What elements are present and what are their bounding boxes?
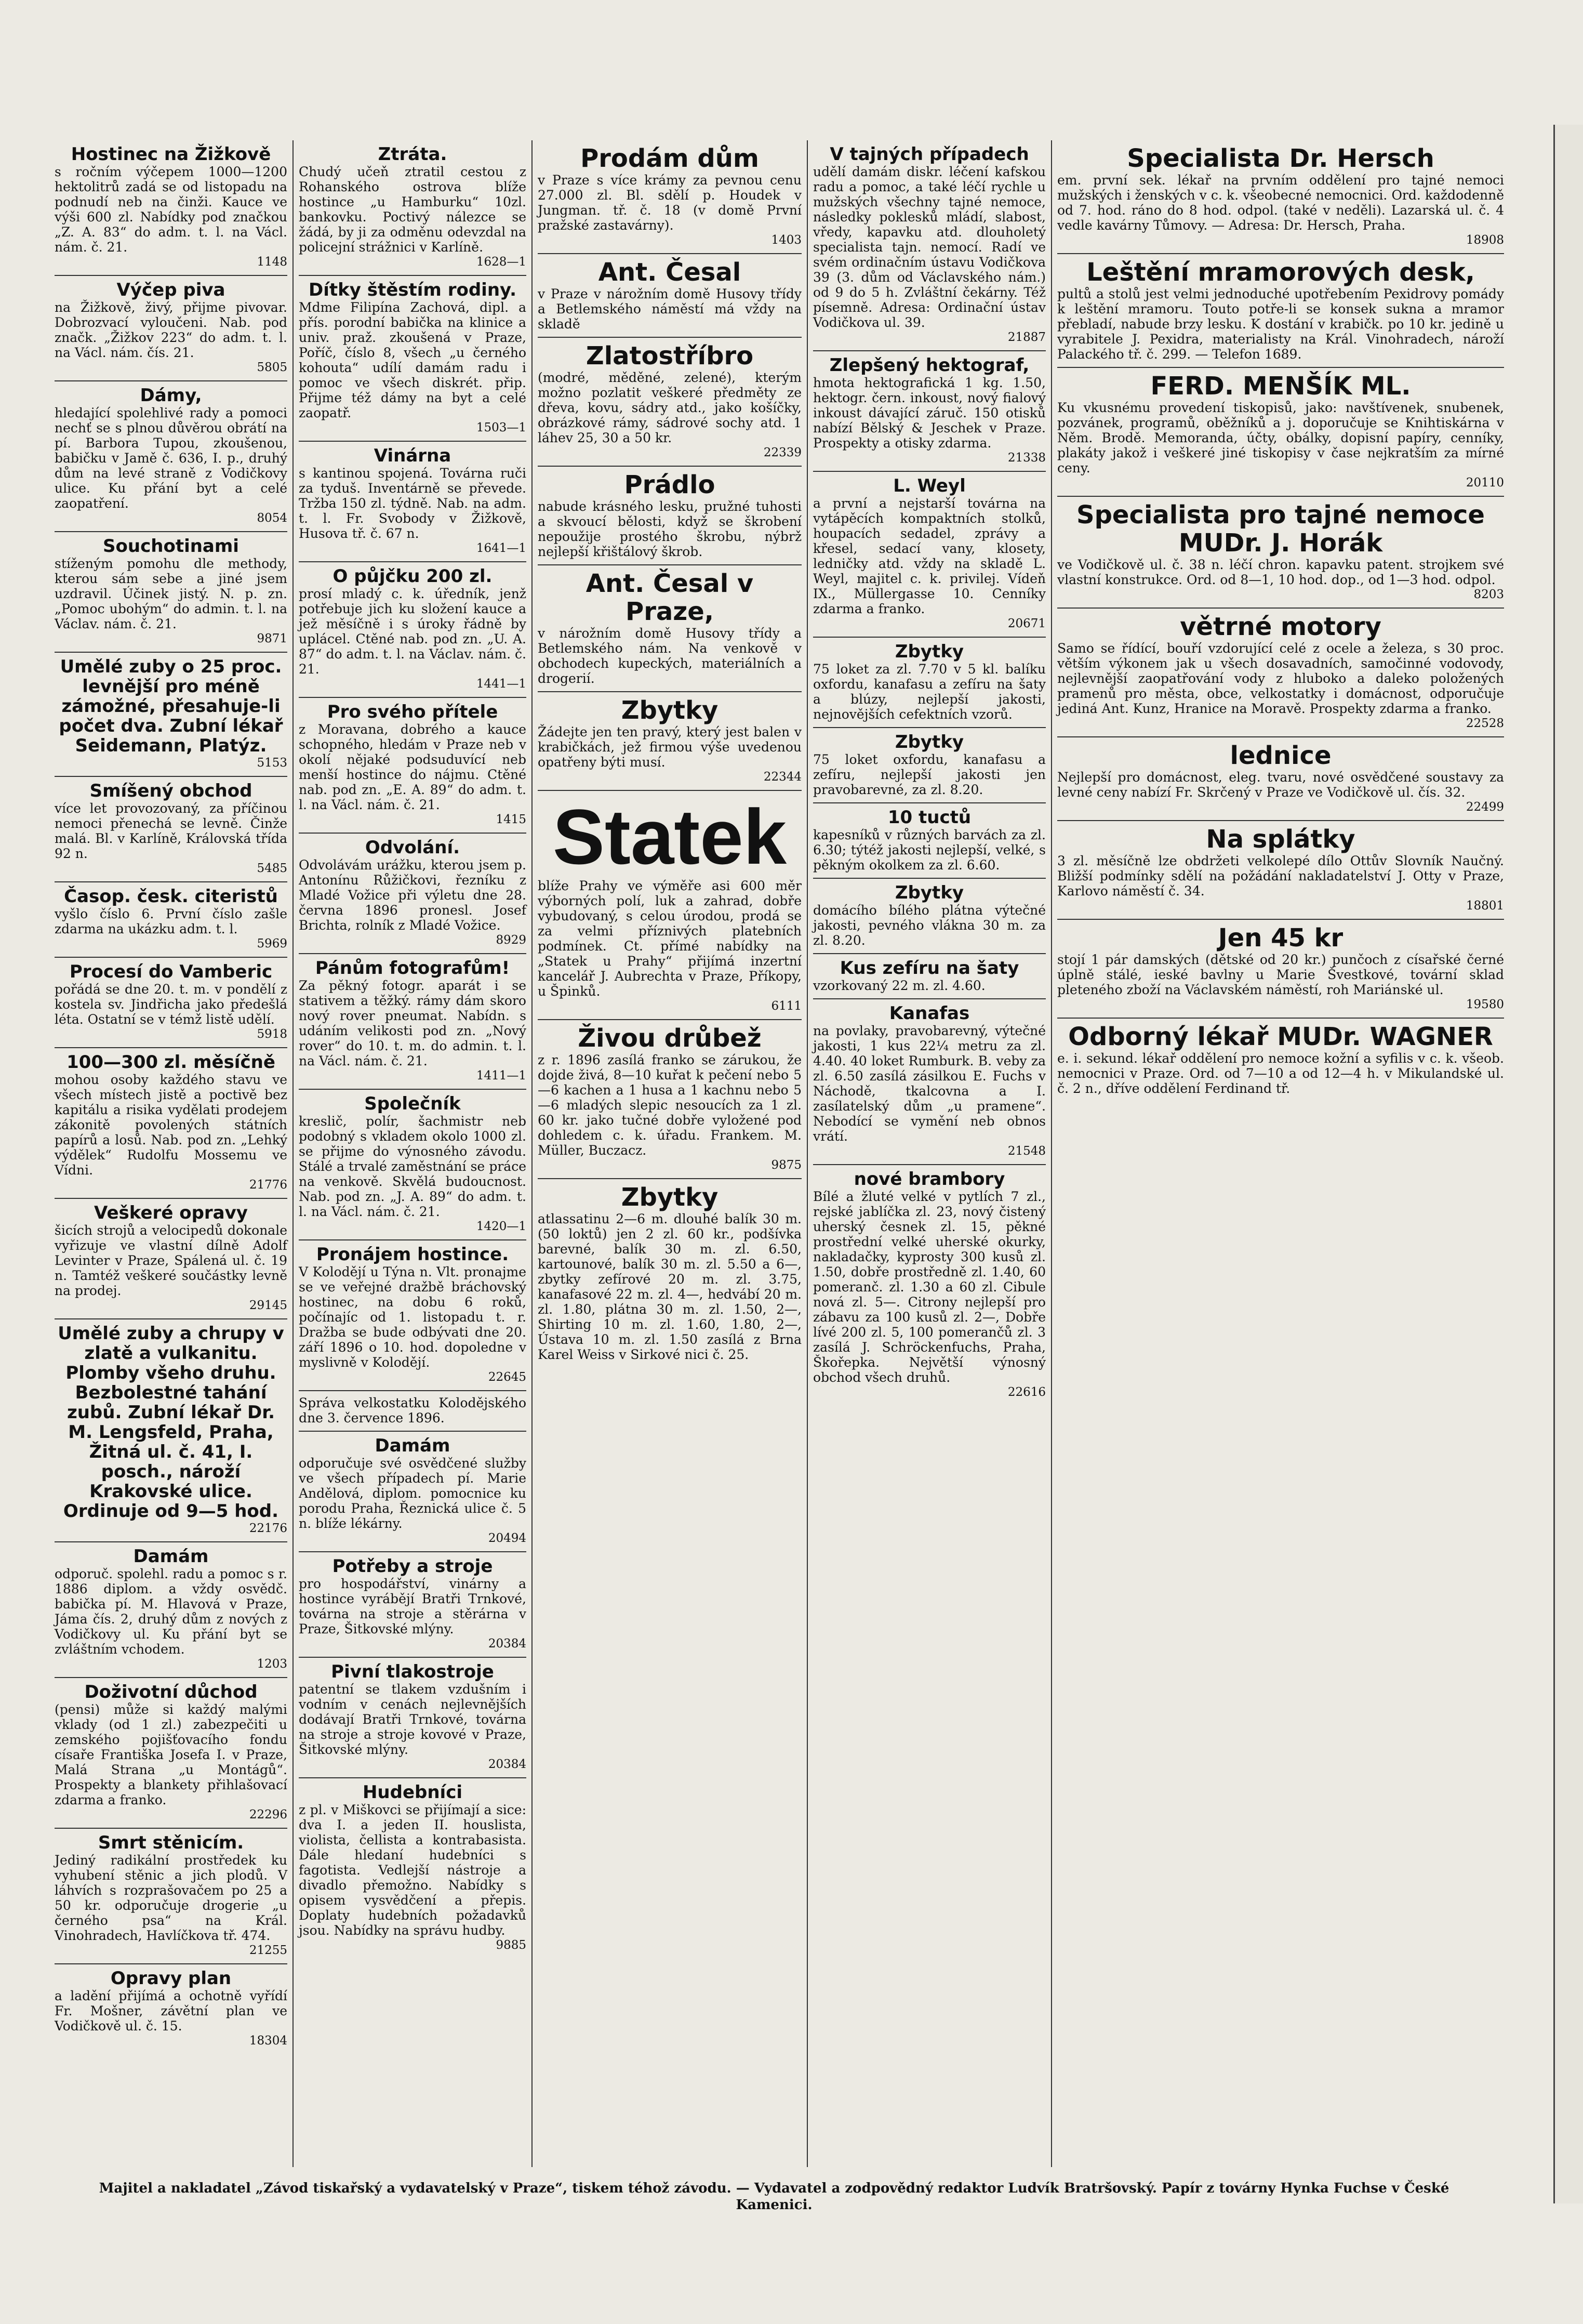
ad-heading: Potřeby a stroje: [332, 1556, 493, 1577]
ad-heading: Leštění mramorových desk,: [1086, 258, 1475, 287]
ad-heading: Zlatostříbro: [586, 341, 754, 371]
advertisement: [299, 276, 526, 442]
advertisement: [538, 1020, 802, 1179]
advertisement: [538, 565, 802, 692]
ad-number: 5153: [257, 756, 287, 770]
ad-heading: O půjčku 200 zl.: [332, 566, 493, 587]
ad-number: 19580: [1466, 998, 1504, 1011]
ad-number: 1503—1: [476, 421, 526, 434]
ad-number: 8203: [1473, 588, 1504, 601]
ad-body: domácího bílého plátna výtečné jakosti, pevného vlákna 30 m. za zl. 8.20.: [813, 903, 1046, 948]
ad-body: odporučuje své osvědčené služby ve všech případech pí. Marie Andělová, diplom. pomocnice ku porodu Praha, Řeznická ulice č. 5 n. blíže lékárny.: [299, 1456, 526, 1531]
advertisement: [299, 698, 526, 834]
ad-body: s ročním výčepem 1000—1200 hektolitrů zadá se od listopadu na podnudí neb na činži. Kauce ve výši 600 zl. Nabídky pod značkou „Z. A. 83“ do adm. t. l. na Václ. nám. č. 21.: [55, 164, 287, 255]
ad-number: 1203: [257, 1657, 287, 1671]
ad-heading: Pánům fotografům!: [315, 958, 510, 979]
advertisement: [55, 1964, 287, 2054]
next-page-edge: [1553, 125, 1583, 2203]
ad-heading: Zbytky: [895, 732, 964, 752]
advertisement: [1057, 609, 1504, 737]
ad-body: a první a nejstarší továrna na vytápěcích kompaktních stolků, houpacích sedadel, zprávy a křesel, sedací vany, klosety, ledničky atd. vždy na skladě L. Weyl, majitel c. k. privilej. Vídeň IX., Müllergasse 10. Cenníky zdarma a franko.: [813, 496, 1046, 616]
ad-number: 9875: [771, 1158, 802, 1172]
advertisement: [299, 954, 526, 1090]
ad-heading: Dámy,: [140, 385, 202, 406]
advertisement: [1057, 920, 1504, 1019]
ad-body: (pensi) může si každý malými vklady (od 1 zl.) zabezpečiti u zemského pojišťovacího fondu císaře Františka Josefa I. v Praze, Malá Strana „u Montágů“. Prospekty a blankety přihlašovací zdarma a franko.: [55, 1702, 287, 1807]
ad-number: 1641—1: [476, 542, 526, 555]
ad-heading: Hudebníci: [362, 1782, 463, 1803]
advertisement: [55, 777, 287, 882]
ad-body: Ku vkusnému provedení tiskopisů, jako: navštívenek, snubenek, pozvánek, programů, oběžníků a j. doporučuje se Knihtiskárna v Něm. Brodě. Memoranda, účty, obálky, dopisní papíry, cenníky, plakáty jakož i veškeré jiné tiskopisy v čase nejkratším za mírné ceny.: [1057, 400, 1504, 476]
advertisement: [55, 653, 287, 777]
ad-body: 3 zl. měsíčně lze obdržeti velkolepé dílo Ottův Slovník Naučný. Bližší podmínky sdělí na požádání nakladatelství J. Otty v Praze, Karlovo náměstí č. 34.: [1057, 853, 1504, 899]
ad-number: 18304: [249, 2034, 287, 2048]
ad-number: 18908: [1466, 233, 1504, 247]
ad-number: 22339: [763, 446, 802, 459]
advertisement: [299, 442, 526, 562]
ad-body: více let provozovaný, za příčinou nemoci přenechá se levně. Činže malá. Bl. v Karlíně, Královská třída 92 n.: [55, 801, 287, 861]
ad-heading: Prodám dům: [580, 144, 759, 173]
ad-number: 1403: [771, 233, 802, 247]
ad-heading: Umělé zuby a chrupy v zlatě a vulkanitu. Plomby všeho druhu. Bezbolestné tahání zubů. Zubní lékař Dr. M. Lengsfeld, Praha, Žitná ul. č. 41, I. posch., nároží Krakovské ulice. Ordinuje od 9—5 hod.: [58, 1323, 284, 1522]
ad-body: na Žižkově, živý, přijme pivovar. Dobrozvací vyloučeni. Nab. pod značk. „Žižkov 223“ do adm. t. l. na Václ. nám. čís. 21.: [55, 300, 287, 360]
ad-number: 9871: [257, 632, 287, 645]
ad-body: atlassatinu 2—6 m. dlouhé balík 30 m. (50 loktů) jen 2 zl. 60 kr., podšívka barevné, balík 30 m. zl. 6.50, kartounové, balík 30 m. zl. 5.50 a 6—, zbytky zefírové 20 m. zl. 3.75, kanafasové 22 m. zl. 4—, hedvábí 20 m. zl. 1.80, plátna 30 m. zl. 1.50, 2—, Shirting 10 m. zl. 1.60, 1.80, 2—, Ústava 10 m. zl. 1.50 zasílá z Brna Karel Weiss v Sirkové nici č. 25.: [538, 1211, 802, 1362]
ad-heading: Výčep piva: [116, 280, 225, 300]
advertisement: [813, 140, 1046, 351]
advertisement: [1057, 1019, 1504, 1101]
ad-number: 5918: [257, 1027, 287, 1041]
column-2: [294, 140, 533, 2167]
ad-body: stíženým pomohu dle methody, kterou sám sebe a jiné jsem uzdravil. Účinek jistý. N. p. zn. „Pomoc ubohým“ do admin. t. l. na Václav. nám. č. 21.: [55, 556, 287, 631]
advertisement: [299, 1432, 526, 1552]
ad-body: na povlaky, pravobarevný, výtečné jakosti, 1 kus 22¼ metru za zl. 4.40. 40 loket Rumburk. B. veby za zl. 6.50 zasílá zásilkou E. Fuchs v Náchodě, tkalcovna a I. zasílatelský dům „u pramene“. Nebodící se vymění neb obnos vrátí.: [813, 1023, 1046, 1144]
advertisement: [1057, 140, 1504, 254]
ad-number: 5969: [257, 937, 287, 950]
advertisement: [813, 351, 1046, 472]
ad-heading: Zbytky: [621, 696, 719, 725]
ad-heading: Specialista Dr. Hersch: [1127, 144, 1434, 173]
ad-heading: Odborný lékař MUDr. WAGNER: [1068, 1022, 1493, 1051]
ad-number: 1411—1: [476, 1069, 526, 1082]
ad-body: Chudý učeň ztratil cestou z Rohanského ostrova blíže hostince „u Hamburku“ 10zl. bankovku. Poctivý nálezce se žádá, by ji za odměnu odevzdal na policejní strážnici v Karlíně.: [299, 164, 526, 255]
ad-heading: Zbytky: [895, 641, 964, 662]
ad-body: e. i. sekund. lékař oddělení pro nemoce kožní a syfilis v c. k. všeob. nemocnici v Praze. Ord. od 7—10 a od 12—4 h. v Mikulandské ul. č. 2 n., dříve oddělení Ferdinand tř.: [1057, 1051, 1504, 1096]
ad-body: Mdme Filipína Zachová, dipl. a přís. porodní babička na klinice a univ. praž. zkoušená v Praze, Poříč, číslo 8, všech „u černého kohouta“ udílí damám radu i pomoc ve všech diskrét. přip. Přijme též dámy na byt a celé zaopatř.: [299, 300, 526, 420]
ad-heading: Zbytky: [895, 882, 964, 903]
advertisement: [538, 1179, 802, 1367]
ad-number: 22616: [1007, 1385, 1046, 1399]
ad-body: vzorkovaný 22 m. zl. 4.60.: [813, 978, 986, 993]
ad-heading: Společník: [364, 1093, 461, 1114]
ad-number: 6111: [771, 999, 802, 1013]
advertisement: [813, 638, 1046, 728]
ad-heading: Hostinec na Žižkově: [71, 144, 271, 165]
ad-heading: Prádlo: [624, 470, 715, 499]
ad-body: v Praze s více krámy za pevnou cenu 27.000 zl. Bl. sdělí p. Houdek v Jungman. tř. č. 18 (v domě První pražské zastavárny).: [538, 173, 802, 233]
ad-body: v nárožním domě Husovy třídy a Betlemského nám. Na venkově v obchodech kupeckých, materiálních a drogerií.: [538, 626, 802, 686]
ad-body: 75 loket za zl. 7.70 v 5 kl. balíku oxfordu, kanafasu a zefíru na šaty a blúzy, nejlepší jakosti, nejnovějších cefektních vzorů.: [813, 662, 1046, 722]
advertisement: [813, 728, 1046, 803]
advertisement: [813, 472, 1046, 638]
ad-heading: Kanafas: [889, 1003, 970, 1024]
ad-number: 9885: [496, 1938, 526, 1952]
ad-body: blíže Prahy ve výměře asi 600 měr výborných polí, luk a zahrad, dobře vybudovaný, s celou úrodou, prodá se za velmi příznivých platebních podmínek. Ct. přímé nabídky na „Statek u Prahy“ přijímá inzertní kancelář J. Aubrechta v Praze, Příkopy, u Špinků.: [538, 878, 802, 999]
advertisement: [538, 467, 802, 565]
ad-heading: Na splátky: [1206, 825, 1355, 854]
ad-body: vyšlo číslo 6. První číslo zašle zdarma na ukázku adm. t. l.: [55, 906, 287, 936]
advertisement: [538, 791, 802, 1020]
ad-body: Nejlepší pro domácnost, eleg. tvaru, nové osvědčené soustavy za levné ceny nabízí Fr. Skrčený v Praze ve Vodičkově ul. čís. 32.: [1057, 770, 1504, 800]
ad-number: 1415: [496, 813, 526, 826]
ad-heading: L. Weyl: [893, 476, 966, 496]
ad-number: 1441—1: [476, 677, 526, 691]
ad-body: pro hospodářství, vinárny a hostince vyrábějí Bratři Trnkové, továrna na stroje a stěrárna v Praze, Šitkovské mlýny.: [299, 1576, 526, 1636]
column-4: [808, 140, 1052, 2167]
imprint-footer: Majitel a nakladatel „Závod tiskařský a vydavatelský v Praze“, tiskem téhož závodu. — Vydavatel a zodpovědný redaktor Ludvík Bratršovský. Papír z továrny Hynka Fuchse v České Kamenici.: [99, 2181, 1449, 2213]
ad-body: z r. 1896 zasílá franko se zárukou, že dojde živá, 8—10 kuřat k pečení nebo 5—6 kachen a 1 husa a 1 kachnu nebo 5—6 mladých slepic nesoucích za 1 zl. 60 kr. jako tučné dobře vyložené pod dohledem c. k. úřadu. Frankem. M. Müller, Buczacz.: [538, 1052, 802, 1158]
ad-heading: Dítky štěstím rodiny.: [309, 280, 516, 300]
newspaper-page: [49, 140, 1504, 2167]
ad-number: 5485: [257, 862, 287, 875]
ad-number: 22645: [488, 1370, 526, 1384]
ad-body: Bílé a žluté velké v pytlích 7 zl., rejské jablíčka zl. 23, nový čistený uherský česnek zl. 15, pěkné prostřední velké uherské okurky, nakladačky, kyprosty 300 kusů zl. 1.50, dobře prostředně zl. 1.40, 60 pomeranč. zl. 1.30 a 60 zl. Cibule nová zl. 5—. Citrony nejlepší pro zábavu za 100 kusů zl. 2—, Dobře lívé 200 zl. 5, 100 pomerančů zl. 3 zasílá J. Schröckenfuchs, Praha, Škořepka. Největší výnosný obchod všech druhů.: [813, 1189, 1046, 1385]
ad-body: a ladění přijímá a ochotně vyřídí Fr. Mošner, závětní plan ve Vodičkově ul. č. 15.: [55, 1988, 287, 2034]
ad-body: šicích strojů a velocipedů dokonale vyřizuje ve vlastní dílně Adolf Levinter v Praze, Spálená ul. č. 19 n. Tamtéž veškeré součástky levně na prodej.: [55, 1223, 287, 1298]
ad-heading: Pro svého přítele: [327, 702, 498, 722]
ad-heading: Časop. česk. citeristů: [64, 886, 278, 907]
ad-heading: Ant. Česal: [598, 258, 741, 287]
advertisement: [1057, 368, 1504, 497]
ad-body: v Praze v nárožním domě Husovy třídy a Betlemského náměstí má vždy na skladě: [538, 286, 802, 332]
advertisement: [813, 954, 1046, 999]
advertisement: [813, 1165, 1046, 1405]
ad-heading: V tajných případech: [830, 144, 1029, 165]
advertisement: [538, 692, 802, 791]
ad-body: Odvolávám urážku, kterou jsem p. Antonínu Růžičkovi, řezníku z Mladé Vožice při výletu dne 28. června 1896 pronesl. Josef Brichta, rolník z Mladé Vožice.: [299, 857, 526, 933]
ad-body: kapesníků v různých barvách za zl. 6.30; týtéž jakosti nejlepší, velké, s pěkným okolkem za zl. 6.60.: [813, 827, 1046, 873]
advertisement: [55, 882, 287, 958]
ad-number: 21887: [1007, 331, 1046, 344]
advertisement: [55, 958, 287, 1048]
ad-heading: Zlepšený hektograf,: [829, 355, 1030, 376]
advertisement: [1057, 821, 1504, 920]
ad-body: ve Vodičkově ul. č. 38 n. léčí chron. kapavku patent. strojkem své vlastní konstrukce. Ord. od 8—1, 10 hod. dop., od 1—3 hod. odpol.: [1057, 557, 1504, 587]
ad-number: 22176: [249, 1522, 287, 1535]
advertisement: [299, 140, 526, 276]
ad-body: em. první sek. lékař na prvním oddělení pro tajné nemoci mužských i ženských v c. k. všeobecné nemocnici. Ord. každodenně od 7. hod. ráno do 8 hod. odpol. (také v neděli). Lazarská ul. č. 4 vedle kavárny Tůmovy. — Adresa: Dr. Hersch, Praha.: [1057, 173, 1504, 233]
ad-number: 21255: [249, 1944, 287, 1957]
advertisement: [299, 1090, 526, 1240]
ad-body: 75 loket oxfordu, kanafasu a zefíru, nejlepší jakosti jen pravobarevné, za zl. 8.20.: [813, 752, 1046, 797]
advertisement: [1057, 254, 1504, 368]
ad-heading: Ant. Česal v Praze,: [586, 569, 754, 626]
advertisement: [538, 338, 802, 467]
ad-body: Žádejte jen ten pravý, který jest balen v krabičkách, jež firmou výše uvedenou opatřeny býti musí.: [538, 724, 802, 770]
ad-number: 21548: [1007, 1144, 1046, 1158]
ad-body: odporuč. spolehl. radu a pomoc s r. 1886 diplom. a vždy osvědč. babička pí. M. Hlavová v Praze, Jáma čís. 2, druhý dům z nových z Vodičkovy ul. Ku přání byt se zvláštním vchodem.: [55, 1566, 287, 1657]
ad-body: mohou osoby každého stavu ve všech místech jistě a poctivě bez kapitálu a risika vydělati prodejem zákonitě povolených státních papírů a losů. Nab. pod zn. „Lehký výdělek“ Rudolfu Mossemu ve Vídni.: [55, 1072, 287, 1178]
advertisement: [55, 1542, 287, 1678]
ad-heading: FERD. MENŠÍK ML.: [1150, 372, 1411, 401]
ad-heading: Doživotní důchod: [84, 1682, 258, 1702]
ad-heading: nové brambory: [854, 1169, 1005, 1190]
ad-heading: Odvolání.: [365, 837, 460, 858]
ad-body: V Kolodějí u Týna n. Vlt. pronajme se ve veřejné dražbě bráchovský hostinec, na dobu 6 roků, počínajíc od 1. listopadu t. r. Dražba se bude odbývati dne 20. září 1896 o 10. hod. dopoledne v myslivně v Kolodějí.: [299, 1264, 526, 1370]
advertisement: [55, 1678, 287, 1829]
ad-body: Správa velkostatku Kolodějského dne 3. července 1896.: [299, 1395, 526, 1425]
ad-heading: Statek: [552, 793, 787, 880]
ad-body: kreslič, polír, šachmistr neb podobný s vkladem okolo 1000 zl. se přijme do výnosného závodu. Stálé a trvalé zaměstnání se práce na venkově. Skvělá budoucnost. Nab. pod zn. „J. A. 89“ do adm. t. l. na Václ. nám. č. 21.: [299, 1114, 526, 1219]
ad-body: (modré, měděné, zelené), kterým možno pozlatit veškeré předměty ze dřeva, kovu, sádry atd., jako košíčky, obrázkové rámy, sádrové sochy atd. 1 láhev 25, 30 a 50 kr.: [538, 370, 802, 445]
ad-body: pultů a stolů jest velmi jednoduché upotřebením Pexidrovy pomády k leštění mramoru. Touto potře-li se konsek sukna a mramor přebladí, nabude brzy lesku. K dostání v krabičk. po 10 kr. jedině u vyrabitele J. Pexidra, materialisty na Král. Vinohradech, nároží Palackého tř. č. 299. — Telefon 1689.: [1057, 286, 1504, 362]
ad-number: 22344: [763, 770, 802, 784]
ad-body: z Moravana, dobrého a kauce schopného, hledám v Praze neb v okolí nějaké podsuduvící neb menší hostince do nájmu. Ctěné nab. pod zn. „E. A. 89“ do adm. t. l. na Václ. nám. č. 21.: [299, 722, 526, 812]
column-5: [1052, 140, 1509, 2167]
advertisement: [1057, 497, 1504, 609]
ad-heading: Kus zefíru na šaty: [840, 958, 1019, 979]
ad-number: 20671: [1007, 617, 1046, 630]
ad-heading: Vinárna: [374, 445, 451, 466]
ad-body: hledající spolehlivé rady a pomoci nechť se s plnou důvěrou obrátí na pí. Barbora Tupou, zkoušenou, babičku v Jamě č. 636, I. p., druhý dům na levé straně z Vodičkovy ulice. Ku přání byt a celé zaopatření.: [55, 405, 287, 511]
ad-heading: 100—300 zl. měsíčně: [66, 1052, 275, 1073]
ad-number: 20384: [488, 1758, 526, 1771]
ad-heading: Damám: [133, 1546, 209, 1567]
ad-body: Za pěkný fotogr. aparát i se stativem a těžký. rámy dám skoro nový rover pneumat. Nabídn. s udáním velikosti pod zn. „Nový rover“ do 10. t. m. do admin. t. l. na Václ. nám. č. 21.: [299, 978, 526, 1068]
advertisement: [299, 562, 526, 698]
advertisement: [299, 1778, 526, 1958]
advertisement: [55, 276, 287, 381]
advertisement: [538, 254, 802, 338]
ad-body: hmota hektografická 1 kg. 1.50, hektogr. čern. inkoust, nový fialový inkoust dávající záruč. 150 otisků nabízí Bělský & Jeschek v Praze. Prospekty a otisky zdarma.: [813, 375, 1046, 451]
ad-number: 29145: [249, 1299, 287, 1312]
ad-heading: Veškeré opravy: [94, 1203, 248, 1223]
ad-heading: 10 tuctů: [887, 807, 972, 828]
ad-heading: lednice: [1230, 741, 1332, 770]
ad-number: 21338: [1007, 451, 1046, 465]
advertisement: [813, 999, 1046, 1165]
ad-number: 1420—1: [476, 1220, 526, 1233]
ad-number: 20494: [488, 1531, 526, 1545]
ad-heading: Živou drůbež: [578, 1024, 762, 1053]
ad-number: 18801: [1466, 899, 1504, 913]
ad-heading: Pivní tlakostroje: [331, 1661, 494, 1682]
ad-number: 22499: [1466, 800, 1504, 814]
advertisement: [55, 1199, 287, 1319]
ad-number: 22528: [1466, 717, 1504, 730]
ad-heading: Smrt stěnicím.: [98, 1832, 244, 1853]
ad-body: pořádá se dne 20. t. m. v pondělí z kostela sv. Jindřicha jako předešlá léta. Ostatní se v témž listě udělí.: [55, 982, 287, 1027]
ad-number: 8929: [496, 933, 526, 947]
ad-heading: Opravy plan: [110, 1968, 232, 1989]
advertisement: [55, 381, 287, 532]
ad-body: Samo se řídící, bouří vzdorující celé z ocele a železa, s 30 proc. větším výkonem jak u všech dosavadních, samočinné vodovody, nejlevnější zaopatřování vody z hluboko a daleko položených pramenů pro města, obce, velkostatky i domácnost, odporučuje jediná Ant. Kunz, Hranice na Moravě. Prospekty zdarma a franko.: [1057, 641, 1504, 716]
ad-heading: Pronájem hostince.: [316, 1244, 509, 1265]
ad-number: 5805: [257, 361, 287, 374]
ad-heading: Zbytky: [621, 1183, 719, 1212]
ad-heading: Ztráta.: [378, 144, 447, 165]
ad-number: 20110: [1466, 476, 1504, 490]
advertisement: [1057, 737, 1504, 821]
ad-body: patentní se tlakem vzdušním i vodním v cenách nejlevnějších dodávají Bratři Trnkové, továrna na stroje a stroje kovové v Praze, Šitkovské mlýny.: [299, 1682, 526, 1757]
ad-body: prosí mladý c. k. úředník, jenž potřebuje jich ku složení kauce a jež měsíčně i s úroky řádně by uplácel. Ctěné nab. pod zn. „U. A. 87“ do adm. t. l. na Václav. nám. č. 21.: [299, 586, 527, 677]
ad-heading: Umělé zuby o 25 proc. levnější pro méně zámožné, přesahuje-li počet dva. Zubní lékař Seidemann, Platýz.: [59, 656, 283, 756]
advertisement: [299, 1240, 526, 1391]
ad-body: z pl. v Miškovci se přijímají a sice: dva I. a jeden II. houslista, violista, čellista a kontrabasista. Dále hledaní hudebníci s fagotista. Vedlejší nástroje a divadlo přemožno. Nabídky s opisem vysvědčení a přepis. Doplaty hudebních požadavků jsou. Nabídky na správu hudby.: [299, 1802, 526, 1938]
column-3: [533, 140, 808, 2167]
ad-body: s kantinou spojená. Továrna ruči za tyduš. Inventárně se převede. Tržba 150 zl. týdně. Nab. na adm. t. l. Fr. Svobody v Žižkově, Husova tř. č. 67 n.: [299, 466, 526, 541]
ad-heading: větrné motory: [1180, 612, 1381, 641]
column-1: [49, 140, 294, 2167]
advertisement: [55, 1319, 287, 1542]
advertisement: [55, 532, 287, 653]
ad-heading: Souchotinami: [103, 536, 239, 557]
ad-number: 20384: [488, 1637, 526, 1650]
advertisement: [299, 834, 526, 954]
ad-number: 22296: [249, 1808, 287, 1821]
ad-number: 1628—1: [476, 255, 526, 269]
ad-body: udělí damám diskr. léčení kafskou radu a pomoc, a také léčí rychle u mužských všechny tajné nemoce, následky poklesků mládí, slabost, vředy, kapavku atd. dlouholetý specialista tajn. nemocí. Radí ve svém ordinačním ústavu Vodičkova 39 (3. dům od Václavského nám.) od 9 do 5 h. Zvláštní čekárny. Též písemně. Adresa: Ordinační ústav Vodičkova ul. 39.: [813, 164, 1046, 330]
ad-number: 8054: [257, 511, 287, 525]
advertisement: [55, 1829, 287, 1964]
advertisement: [299, 1658, 526, 1778]
ad-body: Jediný radikální prostředek ku vyhubení stěnic a jich plodů. V láhvích s rozprašovačem po 25 a 50 kr. odporučuje drogerie „u černého psa“ na Král. Vinohradech, Havlíčkova tř. 474.: [55, 1853, 287, 1943]
ad-number: 21776: [249, 1178, 287, 1192]
advertisement: [55, 140, 287, 276]
ad-heading: Specialista pro tajné nemoce MUDr. J. Horák: [1076, 500, 1485, 558]
advertisement: [813, 803, 1046, 879]
advertisement: [299, 1391, 526, 1432]
advertisement: [538, 140, 802, 254]
ad-body: nabude krásného lesku, pružné tuhosti a skvoucí bělosti, když se škrobení nepoužije prostého škrobu, nýbrž nejlepší křištálový škrob.: [538, 499, 802, 559]
advertisement: [299, 1552, 526, 1658]
ad-body: stojí 1 pár damských (dětské od 20 kr.) punčoch z císařské černé úplně stálé, ieské bavlny u Marie Švestkové, tovární sklad pleteného zboží na Václavském náměstí, roh Mariánské ul.: [1057, 952, 1504, 997]
ad-heading: Jen 45 kr: [1218, 923, 1343, 953]
ad-number: 1148: [257, 255, 287, 269]
ad-heading: Damám: [375, 1435, 450, 1456]
advertisement: [813, 879, 1046, 954]
ad-heading: Procesí do Vamberic: [69, 961, 273, 982]
advertisement: [55, 1048, 287, 1199]
ad-heading: Smíšený obchod: [89, 781, 252, 801]
